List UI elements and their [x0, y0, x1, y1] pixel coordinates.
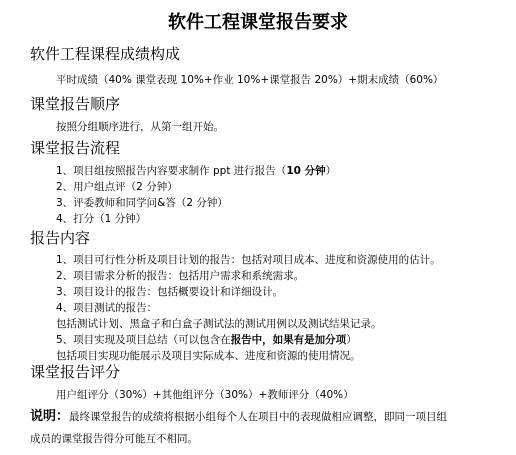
content-item-5-bold: 报告中，如果有是加分项 [230, 334, 347, 346]
note-label: 说明： [30, 409, 70, 424]
process-item-1-suffix: ） [325, 165, 337, 177]
content-item-5-suffix: ） [346, 334, 357, 346]
content-item-5 [56, 332, 357, 348]
note-text-1: 最终课堂报告的成绩将根据小组每个人在项目中的表现做相应调整，即同一项目组 [69, 411, 448, 423]
process-item-1-bold: 10 分钟 [286, 165, 326, 177]
content-line-3: 3、项目设计的报告：包括概要设计和详细设计。 [56, 286, 284, 298]
content-line-4: 4、项目测试的报告： [56, 302, 158, 314]
content-line-1: 1、项目可行性分析及项目计划的报告：包括对项目成本、进度和资源使用的估计。 [56, 254, 441, 266]
document-title: 软件工程课堂报告要求 [168, 12, 348, 33]
evaluation-text: 用户组评分（30%）+其他组评分（30%）+教师评分（40%） [56, 389, 354, 401]
order-text: 按照分组顺序进行，从第一组开始。 [56, 121, 224, 133]
note-line-2: 成员的课堂报告得分可能互不相同。 [30, 433, 198, 445]
heading-evaluation: 课堂报告评分 [30, 363, 121, 381]
process-item-4: 4、打分（1 分钟） [56, 213, 147, 225]
content-line-5-detail: 包括项目实现功能展示及项目实际成本、进度和资源的使用情况。 [56, 350, 361, 362]
heading-process: 课堂报告流程 [30, 139, 121, 157]
grading-text: 平时成绩（40% 课堂表现 10%+作业 10%+课堂报告 20%）+期末成绩（60%） [56, 74, 444, 86]
content-line-2: 2、项目需求分析的报告：包括用户需求和系统需求。 [56, 270, 305, 282]
heading-order: 课堂报告顺序 [30, 95, 121, 113]
process-item-1-prefix: 1、项目组按照报告内容要求制作 ppt 进行报告（ [56, 165, 287, 177]
process-item-2: 2、用户组点评（2 分钟） [56, 181, 178, 193]
heading-content: 报告内容 [30, 229, 91, 247]
note-line-1 [30, 408, 447, 426]
content-line-4-detail: 包括测试计划、黑盒子和白盒子测试法的测试用例以及测试结果记录。 [56, 318, 382, 330]
content-item-5-prefix: 5、项目实现及项目总结（可以包含在 [56, 334, 231, 346]
process-item-3: 3、评委教师和同学问&答（2 分钟） [56, 197, 228, 209]
process-item-1 [56, 163, 336, 179]
heading-grading: 软件工程课程成绩构成 [30, 45, 181, 63]
